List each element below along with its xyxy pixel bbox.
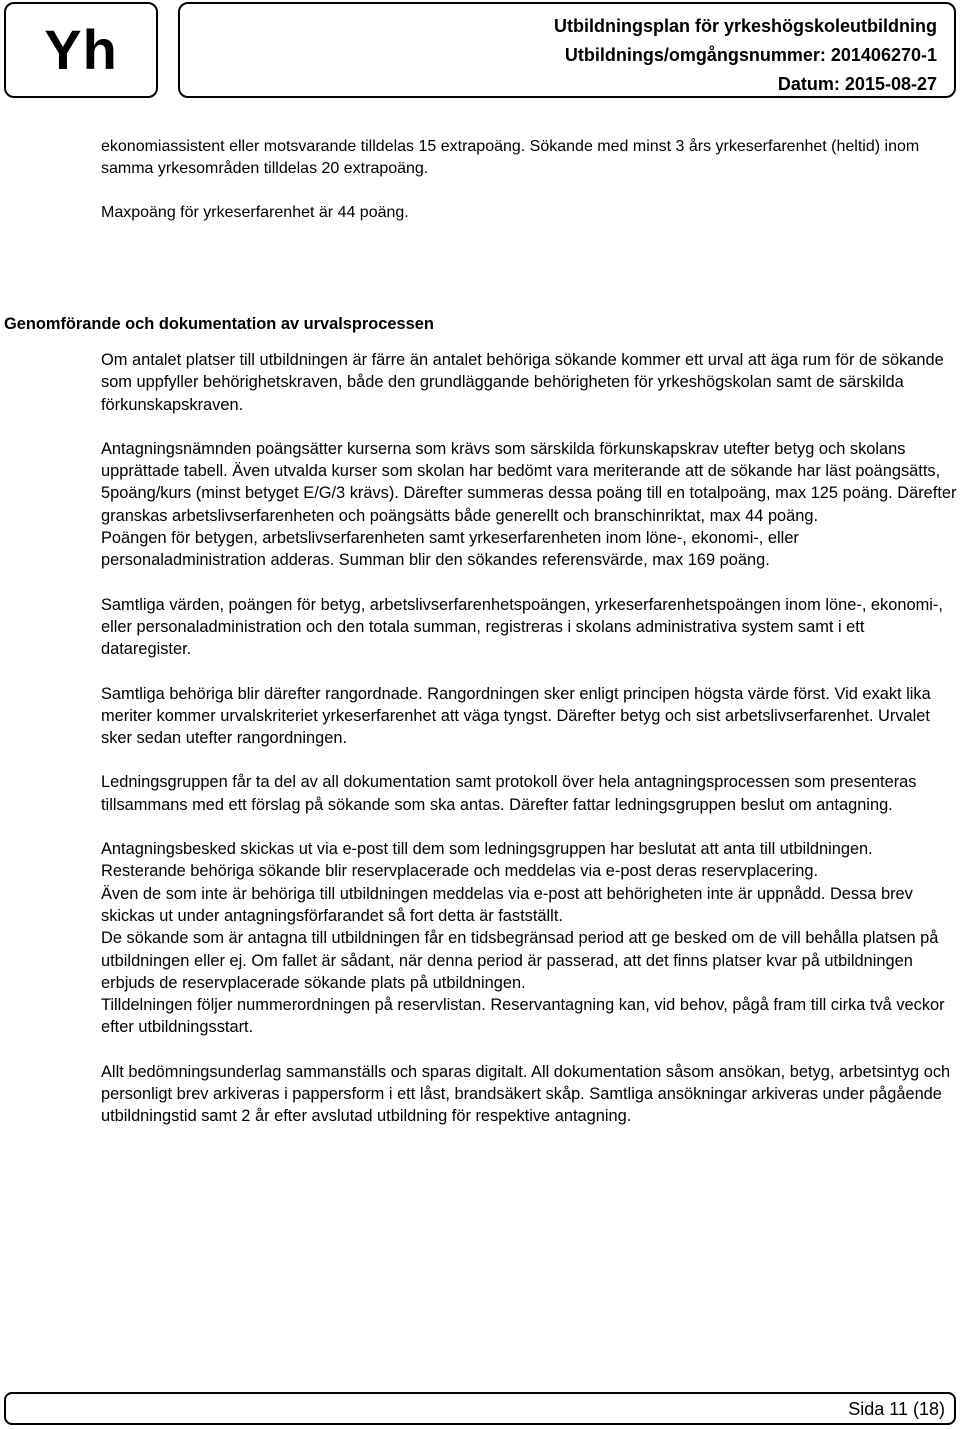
page-number: Sida 11 (18)	[848, 1399, 945, 1419]
logo-box	[4, 2, 158, 98]
section-body	[101, 349, 957, 1128]
paragraph-4: Samtliga värden, poängen för betyg, arbetslivserfarenhetspoängen, yrkeserfarenhetspoängen inom löne-, ekonomi-, eller personaladministration och den totala summan, registreras i skolans administrativa system samt i ett dataregister.	[101, 595, 943, 659]
paragraph-2: Antagningsnämnden poängsätter kurserna som krävs som särskilda förkunskapskrav utefter betyg och skolans upprättade tabell. Även utvalda kurser som skolan har bedömt vara meriterande att de sökande har läst poängsätts, 5poäng/kurs (minst betyget E/G/3 krävs). Därefter summeras dessa poäng till en totalpoäng, max 125 poäng. Därefter granskas arbetslivserfarenheten och poängsätts både generellt och branschinriktat, max 44 poäng.	[101, 439, 957, 525]
paragraph-3: Poängen för betygen, arbetslivserfarenheten samt yrkeserfarenheten inom löne-, ekonomi-, eller personaladministration adderas. Summan blir den sökandes referensvärde, max 169 poäng.	[101, 529, 799, 570]
section-heading: Genomförande och dokumentation av urvalsprocessen	[4, 315, 434, 333]
header-date: Datum: 2015-08-27	[777, 74, 937, 94]
paragraph-11: Allt bedömningsunderlag sammanställs och sparas digitalt. All dokumentation såsom ansökan, betyg, arbetsintyg och personligt brev arkiveras i pappersform i ett låst, brandsäkert skåp. Samtliga ansökningar arkiveras under pågående utbildningstid samt 2 år efter avslutad utbildning för respektive antagning.	[101, 1062, 951, 1126]
header-number: Utbildnings/omgångsnummer: 201406270-1	[564, 45, 937, 65]
paragraph-1: Om antalet platser till utbildningen är färre än antalet behöriga sökande kommer ett urval att äga rum för de sökande som uppfyller behörighetskraven, både den grundläggande behörigheten för yrkeshögskolan samt de särskilda förkunskapskraven.	[101, 351, 944, 414]
intro-section	[101, 136, 957, 224]
paragraph-7: Antagningsbesked skickas ut via e-post till dem som ledningsgruppen har beslutat att anta till utbildningen. Resterande behöriga sökande blir reservplacerade och meddelas via e-post deras reservplacering.	[101, 840, 873, 881]
paragraph-8: Även de som inte är behöriga till utbildningen meddelas via e-post att behörigheten inte är uppnådd. Dessa brev skickas ut under antagningsförfarandet så fort detta är fastställt.	[101, 884, 913, 925]
paragraph-10: Tilldelningen följer nummerordningen på reservlistan. Reservantagning kan, vid behov, pågå fram till cirka två veckor efter utbildningsstart.	[101, 996, 945, 1037]
logo-text: Yh	[44, 18, 118, 81]
intro-paragraph-2: Maxpoäng för yrkeserfarenhet är 44 poäng.	[101, 204, 409, 221]
paragraph-9: De sökande som är antagna till utbildningen får en tidsbegränsad period att ge besked om de vill behålla platsen på utbildningen eller ej. Om fallet är sådant, när denna period är passerad, att det finns platser kvar på utbildningen erbjuds de reservplacerade sökande plats på utbildningen.	[101, 929, 939, 992]
header-title: Utbildningsplan för yrkeshögskoleutbildning	[553, 16, 937, 36]
paragraph-6: Ledningsgruppen får ta del av all dokumentation samt protokoll över hela antagningsprocessen som presenteras tillsammans med ett förslag på sökande som ska antas. Därefter fattar ledningsgruppen beslut om antagning.	[101, 773, 917, 814]
document-header	[178, 2, 956, 98]
page-footer	[4, 1392, 956, 1425]
intro-paragraph-1: ekonomiassistent eller motsvarande tilldelas 15 extrapoäng. Sökande med minst 3 års yrkeserfarenhet (heltid) inom samma yrkesområden tilldelas 20 extrapoäng.	[101, 138, 920, 177]
paragraph-5: Samtliga behöriga blir därefter rangordnade. Rangordningen sker enligt principen högsta värde först. Vid exakt lika meriter kommer urvalskriteriet yrkeserfarenhet att väga tyngst. Därefter betyg och sist arbetslivserfarenhet. Urvalet sker sedan utefter rangordningen.	[101, 684, 931, 748]
